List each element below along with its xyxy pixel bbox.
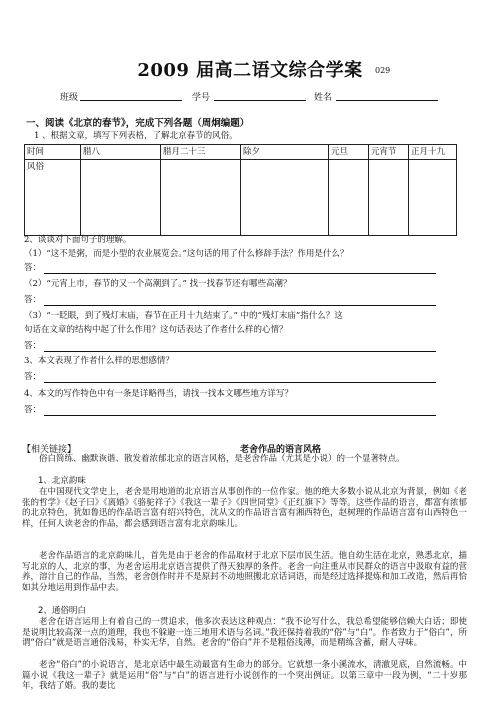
- answer-cell[interactable]: [409, 160, 457, 236]
- answer-cell[interactable]: [329, 160, 369, 236]
- question-3: 3、本文表现了作者什么样的思想感情？: [24, 356, 174, 366]
- number-blank[interactable]: [214, 100, 306, 101]
- answer-line[interactable]: [44, 305, 436, 306]
- answer-line[interactable]: [44, 351, 436, 352]
- question-4: 4、本文的写作特色中有一条是详略得当，请找一找本文哪些地方详写？: [24, 389, 293, 399]
- paragraph: 在中国现代文学史上，老舍是用地道的北京语言从事创作的一位作家。他的绝大多数小说从北京为背景，例如《老张的哲学》《赵子曰》《离婚》《骆驼祥子》《我这一辈子》《四世同堂》《正红旗下》等等。这些作品的语言，都富有浓郁的北京特色，犹如鲁迅的作品语言富有绍兴特色，沈从文的作品语言富有湘西特色，赵树理的作品语言富有山西特色一样，任何人读老舍的作品，都会感到语言富有北京韵味儿。: [22, 487, 467, 529]
- answer-label: 答：: [24, 263, 42, 273]
- subsection-title: 1、北京韵味: [38, 476, 86, 486]
- title-block: [0, 56, 500, 82]
- answer-line[interactable]: [44, 273, 436, 274]
- answer-cell[interactable]: [241, 160, 329, 236]
- number-label: 学号: [192, 93, 211, 103]
- question-2-3-cont: 句话在文章的结构中起了什么作用？这句话表达了作者什么样的心情？: [24, 325, 288, 335]
- page-title: 2009 届高二语文综合学案: [137, 60, 363, 81]
- table-header-cell: 腊八: [81, 145, 161, 160]
- paragraph: 老舍作品语言的北京韵味儿，首先是由于老舍的作品取材于北京下层市民生活。他自幼生活在北京，熟悉北京，描写北京的人，北京的事，为老舍运用北京语言提供了得天独厚的条件。老舍一向注重从市民群众的语言中汲取有益的营养，溶汁自己的作品，当然，老舍创作时并不是原封不动地照搬北京话词语，而是经过选择提炼和加工改造，然后再恰如其分地运用到作品中去。: [22, 551, 467, 593]
- related-links-title: 老舍作品的语言风格: [240, 445, 322, 455]
- class-blank[interactable]: [80, 100, 182, 101]
- answer-label: 答：: [24, 405, 42, 415]
- paragraph: 老舍“俗白”的小说语言，是北京话中最生动最富有生命力的部分。它就想一条小溪流水，清澈见底，自然流畅。中篇小说《我这一辈子》就是运用“俗”与“白”的语言进行小说创作的一个突出例证。以第三章中一段为例，“二十岁那年，我结了婚。我的妻比: [22, 660, 467, 692]
- class-label: 班级: [60, 93, 79, 103]
- question-2: 2、谈谈对下面句子的理解。: [24, 235, 132, 245]
- answer-line[interactable]: [44, 382, 436, 383]
- table-header-row: [25, 145, 457, 160]
- question-2-1: （1）“这不是粥，而是小型的农业展览会。”这句话的用了什么修辞手法？作用是什么？: [24, 249, 349, 259]
- answer-label: 答：: [24, 341, 42, 351]
- name-blank[interactable]: [336, 100, 438, 101]
- table-header-cell: 除夕: [241, 145, 329, 160]
- answer-cell[interactable]: [369, 160, 409, 236]
- question-1: 1 、根据文章，填写下列表格，了解北京春节的风俗。: [34, 131, 238, 141]
- related-links-label: 【相关链接】: [22, 445, 77, 455]
- table-row: [25, 160, 457, 236]
- subsection-title: 2、通俗明白: [38, 606, 86, 616]
- festival-table: [24, 144, 457, 236]
- table-header-cell: 腊月二十三: [161, 145, 241, 160]
- answer-label: 答：: [24, 295, 42, 305]
- table-header-cell: 元旦: [329, 145, 369, 160]
- paragraph: 老舍在语言运用上有着自己的一贯追求，他多次表达这种观点：“我不论写什么，我总希望能够信赖大白话；即使是说明比较高深一点的道理，我也不躲避一连三地用术语与名词。”我还保持着我的“俗”与“白”。作者致力于“俗白”，所谓“俗白”就是语言通俗浅易，朴实无华，自然。老舍的“俗白”并不是粗俗浅薄，而是精练含蓄，耐人寻味。: [22, 617, 467, 649]
- document-code: 029: [375, 66, 391, 75]
- name-label: 姓名: [314, 93, 333, 103]
- answer-cell[interactable]: [81, 160, 161, 236]
- intro-paragraph: 俗白简练、幽默诙谐、散发着浓郁北京的语言风格，是老舍作品（尤其是小说）的一个显著特点。: [39, 454, 405, 464]
- table-header-cell: 元宵节: [369, 145, 409, 160]
- answer-cell[interactable]: [161, 160, 241, 236]
- table-header-cell: 正月十九: [409, 145, 457, 160]
- question-2-3: （3）“一眨眼，到了残灯末庙，春节在正月十九结束了。” 中的“残灯末庙”指什么？这: [24, 311, 343, 321]
- row-label-cell: 风俗: [25, 160, 81, 236]
- table-header-cell: 时间: [25, 145, 81, 160]
- question-2-2: （2）“元宵上市，春节的又一个高潮到了。” 找一找春节还有哪些高潮？: [24, 279, 292, 289]
- answer-label: 答：: [24, 372, 42, 382]
- section-heading: 一、阅读《北京的春节》，完成下列各题（周炯编题）: [26, 118, 250, 129]
- answer-line[interactable]: [44, 415, 436, 416]
